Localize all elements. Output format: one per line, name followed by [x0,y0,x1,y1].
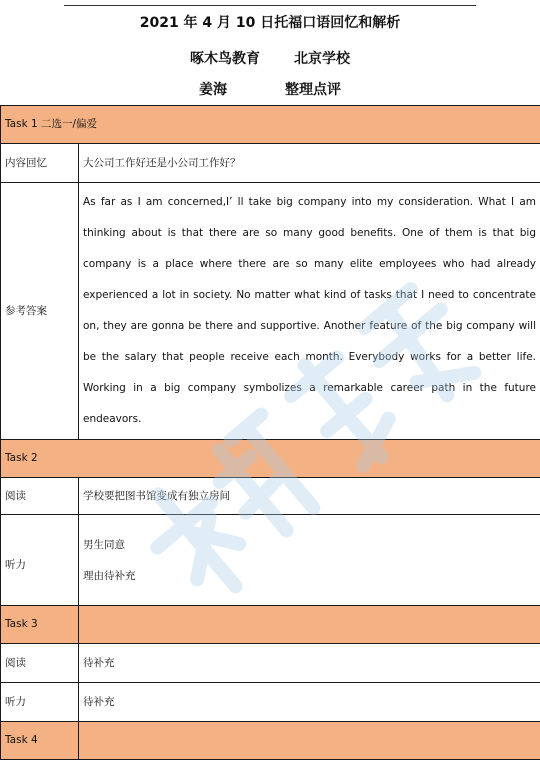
author-name: 姜海 [199,79,227,99]
task2-listening-row [1,515,540,606]
task2-listening-cell [79,515,540,606]
task1-recall-label: 内容回忆 [1,144,79,183]
author-role: 整理点评 [285,79,341,99]
task3-header-blank [79,606,540,644]
school-name: 北京学校 [294,48,350,68]
task4-title: Task 4 [1,722,79,760]
task1-header-row [1,106,540,144]
task3-reading-row [1,644,540,683]
task1-recall-row [1,144,540,183]
task2-reading-row [1,478,540,515]
task4-header-row [1,722,540,760]
task2-reading-label: 阅读 [1,478,79,515]
task1-recall-text: 大公司工作好还是小公司工作好？ [79,144,540,183]
task4-header-blank [79,722,540,760]
task1-answer-row [1,183,540,440]
task2-reading-text: 学校要把图书馆变成有独立房间 [79,478,540,515]
org-name: 啄木鸟教育 [190,48,260,68]
task2-header-row [1,440,540,478]
task3-listening-row [1,683,540,722]
task3-header-row [1,606,540,644]
author-line [0,79,540,99]
task2-listening-line1: 男生同意 [83,530,540,561]
task2-listening-line2: 理由待补充 [83,561,540,592]
task3-reading-text: 待补充 [79,644,540,683]
task2-title: Task 2 [1,440,540,478]
task1-answer-label: 参考答案 [1,183,79,440]
task1-answer-cell [79,183,540,440]
task1-title: Task 1 二选一/偏爱 [1,106,540,144]
task3-listening-label: 听力 [1,683,79,722]
task3-title: Task 3 [1,606,79,644]
task3-reading-label: 阅读 [1,644,79,683]
task1-answer-text: As far as I am concerned,I’ ll take big company into my consideration. What I am thinking about is that there are so many good benefits. One of them is that big company is a place where there are so many elite employees who had already experienced a lot in society. No matter what kind of tasks that I need to concentrate on, they are gonna be there and supportive. Another feature of the big company will be the salary that people receive each month. Everybody works for a better life. Working in a big company symbolizes a remarkable career path in the future endeavors. [83,183,540,439]
org-line [0,48,540,68]
page-title: 2021 年 4 月 10 日托福口语回忆和解析 [0,12,540,32]
task3-listening-text: 待补充 [79,683,540,722]
content-table [0,105,540,760]
task2-listening-label: 听力 [1,515,79,606]
top-rule [64,5,476,6]
